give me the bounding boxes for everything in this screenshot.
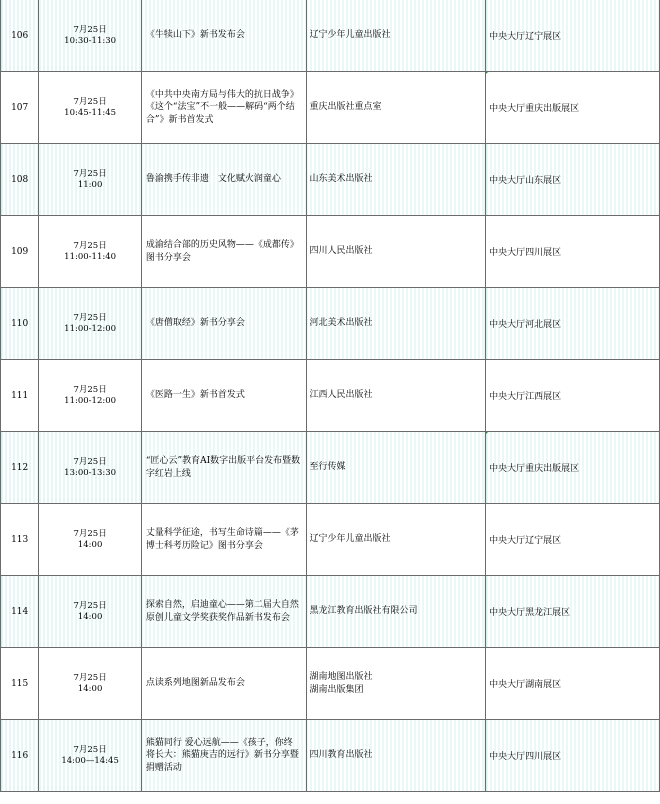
publisher-cell[interactable] bbox=[306, 144, 486, 216]
publisher-cell[interactable] bbox=[306, 0, 486, 72]
event-date: 7月25日 bbox=[73, 528, 107, 539]
publisher-cell[interactable] bbox=[306, 216, 486, 288]
publisher-name: 江西人民出版社 bbox=[309, 390, 373, 401]
event-datetime-cell[interactable] bbox=[39, 288, 142, 360]
publisher-cell[interactable] bbox=[306, 432, 486, 504]
event-time: 11:00-12:00 bbox=[64, 323, 117, 334]
event-location-cell[interactable] bbox=[486, 504, 660, 576]
event-location-cell[interactable] bbox=[486, 288, 660, 360]
schedule-row bbox=[1, 432, 660, 504]
row-number[interactable]: 111 bbox=[1, 360, 39, 432]
event-time: 11:00-11:40 bbox=[64, 251, 117, 262]
schedule-row bbox=[1, 288, 660, 360]
event-date: 7月25日 bbox=[73, 672, 107, 683]
event-datetime-cell[interactable] bbox=[39, 648, 142, 720]
row-number[interactable]: 106 bbox=[1, 0, 39, 72]
event-datetime-cell[interactable] bbox=[39, 216, 142, 288]
event-datetime-cell[interactable] bbox=[39, 72, 142, 144]
event-date: 7月25日 bbox=[73, 600, 107, 611]
schedule-body bbox=[1, 0, 660, 792]
comment-indicator-icon bbox=[486, 72, 490, 76]
publisher-cell[interactable] bbox=[306, 504, 486, 576]
schedule-row bbox=[1, 720, 660, 792]
event-title[interactable]: 《唐僧取经》新书分享会 bbox=[141, 288, 306, 360]
event-datetime-cell[interactable] bbox=[39, 360, 142, 432]
event-time: 14:00—14:45 bbox=[61, 755, 119, 766]
row-number[interactable]: 107 bbox=[1, 72, 39, 144]
schedule-row bbox=[1, 576, 660, 648]
event-location: 中央大厅重庆出版展区 bbox=[489, 104, 580, 114]
row-number[interactable]: 108 bbox=[1, 144, 39, 216]
event-location-cell[interactable] bbox=[486, 576, 660, 648]
event-date: 7月25日 bbox=[73, 456, 107, 467]
row-number[interactable]: 115 bbox=[1, 648, 39, 720]
event-location-cell[interactable] bbox=[486, 72, 660, 144]
schedule-row bbox=[1, 504, 660, 576]
row-number[interactable]: 112 bbox=[1, 432, 39, 504]
event-date: 7月25日 bbox=[73, 384, 107, 395]
event-location: 中央大厅重庆出版展区 bbox=[489, 464, 580, 474]
event-location-cell[interactable] bbox=[486, 144, 660, 216]
event-time: 14:00 bbox=[77, 539, 103, 550]
event-location: 中央大厅山东展区 bbox=[489, 176, 562, 186]
event-location: 中央大厅辽宁展区 bbox=[489, 536, 562, 546]
schedule-row bbox=[1, 360, 660, 432]
event-location: 中央大厅湖南展区 bbox=[489, 680, 562, 690]
comment-indicator-icon bbox=[486, 432, 490, 436]
event-time: 13:00-13:30 bbox=[64, 467, 117, 478]
event-title[interactable]: 丈量科学征途，书写生命诗篇——《茅博士科考历险记》图书分享会 bbox=[141, 504, 306, 576]
publisher-name: 四川人民出版社 bbox=[309, 246, 373, 257]
publisher-cell[interactable] bbox=[306, 72, 486, 144]
event-location-cell[interactable] bbox=[486, 432, 660, 504]
event-datetime-cell[interactable] bbox=[39, 144, 142, 216]
event-title[interactable]: 《牛犊山下》新书发布会 bbox=[141, 0, 306, 72]
event-title[interactable]: 探索自然，启迪童心——第二届大自然原创儿童文学奖获奖作品新书发布会 bbox=[141, 576, 306, 648]
publisher-cell[interactable] bbox=[306, 720, 486, 792]
event-datetime-cell[interactable] bbox=[39, 0, 142, 72]
event-title[interactable]: 《医路一生》新书首发式 bbox=[141, 360, 306, 432]
row-number[interactable]: 114 bbox=[1, 576, 39, 648]
row-number[interactable]: 116 bbox=[1, 720, 39, 792]
row-number[interactable]: 109 bbox=[1, 216, 39, 288]
publisher-cell[interactable] bbox=[306, 576, 486, 648]
event-location: 中央大厅河北展区 bbox=[489, 320, 562, 330]
event-location-cell[interactable] bbox=[486, 648, 660, 720]
event-date: 7月25日 bbox=[73, 96, 107, 107]
event-date: 7月25日 bbox=[73, 168, 107, 179]
publisher-name: 重庆出版社重点室 bbox=[309, 102, 382, 113]
publisher-name: 湖南地图出版社 bbox=[309, 671, 373, 682]
schedule-row bbox=[1, 648, 660, 720]
event-time: 14:00 bbox=[77, 611, 103, 622]
publisher-name: 黑龙江教育出版社有限公司 bbox=[309, 606, 418, 617]
event-title[interactable]: 点读系列地图新品发布会 bbox=[141, 648, 306, 720]
schedule-row bbox=[1, 216, 660, 288]
event-date: 7月25日 bbox=[73, 240, 107, 251]
event-title[interactable]: 熊猫同行 爱心远航——《孩子，你终将长大：熊猫庚吉的远行》新书分享暨捐赠活动 bbox=[141, 720, 306, 792]
event-date: 7月25日 bbox=[73, 24, 107, 35]
event-location: 中央大厅江西展区 bbox=[489, 392, 562, 402]
publisher-name: 山东美术出版社 bbox=[309, 174, 373, 185]
event-title[interactable]: 鲁渝携手传非遗 文化赋火润童心 bbox=[141, 144, 306, 216]
event-time: 11:00-12:00 bbox=[64, 395, 117, 406]
schedule-row bbox=[1, 144, 660, 216]
event-time: 11:00 bbox=[77, 179, 103, 190]
publisher-cell[interactable] bbox=[306, 288, 486, 360]
publisher-name: 辽宁少年儿童出版社 bbox=[309, 534, 391, 545]
event-title[interactable]: 《中共中央南方局与伟大的抗日战争》《这个“法宝”不一般——解码“两个结合”》新书首发式 bbox=[141, 72, 306, 144]
row-number[interactable]: 113 bbox=[1, 504, 39, 576]
event-location-cell[interactable] bbox=[486, 720, 660, 792]
event-datetime-cell[interactable] bbox=[39, 576, 142, 648]
publisher-name: 四川教育出版社 bbox=[309, 750, 373, 761]
event-location: 中央大厅辽宁展区 bbox=[489, 32, 562, 42]
schedule-row bbox=[1, 72, 660, 144]
publisher-cell[interactable] bbox=[306, 648, 486, 720]
event-date: 7月25日 bbox=[73, 744, 107, 755]
event-time: 10:30-11:30 bbox=[64, 35, 117, 46]
event-title[interactable]: 成渝结合部的历史风物——《成都传》图书分享会 bbox=[141, 216, 306, 288]
event-title[interactable]: “匠心云”教育AI数字出版平台发布暨数字红岩上线 bbox=[141, 432, 306, 504]
event-location: 中央大厅四川展区 bbox=[489, 752, 562, 762]
row-number[interactable]: 110 bbox=[1, 288, 39, 360]
event-location: 中央大厅四川展区 bbox=[489, 248, 562, 258]
publisher-name: 至行传媒 bbox=[309, 462, 346, 473]
publisher-name: 湖南出版集团 bbox=[309, 684, 364, 695]
schedule-row bbox=[1, 0, 660, 72]
event-date: 7月25日 bbox=[73, 312, 107, 323]
event-datetime-cell[interactable] bbox=[39, 504, 142, 576]
event-location-cell[interactable] bbox=[486, 216, 660, 288]
publisher-cell[interactable] bbox=[306, 360, 486, 432]
event-time: 14:00 bbox=[77, 683, 103, 694]
publisher-name: 河北美术出版社 bbox=[309, 318, 373, 329]
event-location: 中央大厅黑龙江展区 bbox=[489, 608, 571, 618]
event-time: 10:45-11:45 bbox=[64, 107, 117, 118]
event-location-cell[interactable] bbox=[486, 0, 660, 72]
event-datetime-cell[interactable] bbox=[39, 432, 142, 504]
event-datetime-cell[interactable] bbox=[39, 720, 142, 792]
event-location-cell[interactable] bbox=[486, 360, 660, 432]
publisher-name: 辽宁少年儿童出版社 bbox=[309, 30, 391, 41]
